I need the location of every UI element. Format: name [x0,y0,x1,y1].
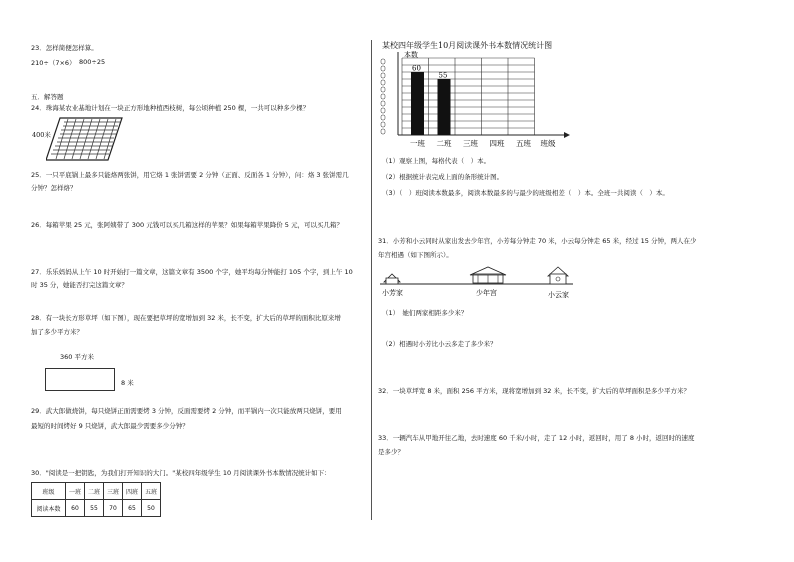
x-axis-label: 班级 [540,139,556,148]
lawn-rectangle [45,368,115,391]
x-tick-label: 五班 [516,139,531,148]
scale-mark [381,73,385,78]
q28-line-1: 28．有一块长方形草坪（如下图），现在要把草坪的宽增加到 32 米，长不变，扩大后的草坪的面积比原来增 [31,314,341,322]
q31-line-2: 年宫相遇（如下图所示）。 [378,251,453,259]
scale-mark [381,66,385,71]
scale-mark [381,94,385,99]
q23-expr-2: 800÷25 [79,58,106,66]
q30-part-3: （3）（ ）班阅读本数最多，阅读本数最多的与最少的班级相差（ ）本。全班一共阅读（ ）本。 [382,189,669,197]
scale-mark [381,87,385,92]
scale-mark [381,122,385,127]
q33-line-2: 是多少？ [378,448,404,456]
table-row-label: 阅读本数 [32,500,66,517]
chart-title: 某校四年级学生10月阅读课外书本数情况统计图 [382,41,553,50]
q29-line-2: 最短的时间烤好 9 只烧饼，武大郎最少需要多少分钟？ [31,422,189,430]
q32-text: 32．一块草坪宽 8 米，面积 256 平方米，现将宽增加到 32 米，长不变，扩大后的草坪面积是多少平方米？ [378,387,690,395]
x-tick-label: 三班 [463,139,478,148]
x-tick-label: 一班 [410,139,425,148]
q28-line-2: 加了多少平方米？ [31,328,83,336]
place-label: 小芳家 [382,289,403,297]
q23-expr-1: 210÷（7×6） [31,59,76,67]
bar-二班 [438,79,451,135]
section-heading: 五．解答题 [31,93,64,101]
table-header-cell: 四班 [123,483,142,500]
place-label: 小云家 [548,291,569,299]
field-size-label: 400米 [32,131,51,139]
q29-line-1: 29．武大郎做烧饼，每只烧饼正面需要烤 3 分钟，反面需要烤 2 分钟，而平锅内一次只能放两只烧饼，要用 [31,407,342,415]
table-cell: 55 [85,500,104,517]
q25-line-2: 分钟？怎样烙？ [31,184,77,192]
table-cell: 50 [142,500,161,517]
table-cell: 60 [66,500,85,517]
scale-mark [381,115,385,120]
table-header-cell: 一班 [66,483,85,500]
reading-table [31,482,161,517]
house-icon [384,274,400,284]
table-cell: 65 [123,500,142,517]
tree-field-illustration [46,114,124,164]
table-row [32,483,161,500]
q31-part-2: （2）相遇时小芳比小云多走了多少米？ [382,340,497,348]
q27-line-1: 27．乐乐妈妈从上午 10 时开始打一篇文章，这篇文章有 3500 个字，她平均每分钟能打 105 个字，到上午 10 [31,268,353,276]
q30-part-2: （2）根据统计表完成上面的条形统计图。 [382,173,504,181]
q33-line-1: 33．一辆汽车从甲地开往乙地，去时速度 60 千米/小时，走了 12 小时，返回时，用了 8 小时，返回时的速度 [378,434,695,442]
q31-part-1: （1） 她们两家相距多少米？ [382,309,468,317]
column-divider [371,40,372,520]
lawn-area-label: 360 平方米 [60,353,94,361]
x-tick-label: 二班 [436,139,452,148]
house-icon [548,267,568,284]
place-label: 少年宫 [476,289,497,297]
q30-part-1: （1）观察上图，每格代表（ ）本。 [382,157,491,165]
q23-title: 23．怎样简便怎样算。 [31,44,98,52]
scale-mark [381,129,385,134]
q31-line-1: 31．小芳和小云同时从家出发去少年宫，小芳每分钟走 70 米，小云每分钟走 65 米，经过 15 分钟，两人在少 [378,237,697,245]
route-diagram [378,262,578,304]
y-axis-label: 本数 [404,51,418,59]
x-tick-label: 四班 [489,139,505,148]
table-cell: 70 [104,500,123,517]
bar-value-label: 60 [412,64,421,73]
bar-chart [378,50,578,150]
lawn-width-label: 8 米 [121,379,134,387]
q27-line-2: 时 35 分，她能否打完这篇文章？ [31,281,128,289]
bar-一班 [411,72,424,135]
x-axis-arrow [564,132,570,138]
scale-mark [381,101,385,106]
youth-palace-icon [470,267,506,283]
scale-mark [381,59,385,64]
bar-value-label: 55 [438,71,448,80]
table-header-cell: 三班 [104,483,123,500]
scale-mark [381,108,385,113]
q30-text: 30．"阅读是一把钥匙，为我们打开知识的大门。"某校四年级学生 10 月阅读课外书本数情况统计如下： [31,469,331,477]
q26-text: 26．每箱苹果 25 元，张阿姨带了 300 元钱可以买几箱这样的苹果？如果每箱苹果降价 5 元，可以买几箱？ [31,221,343,229]
table-header-cell: 五班 [142,483,161,500]
table-header-cell: 二班 [85,483,104,500]
q25-line-1: 25．一只平底锅上最多只能烙两张饼，用它烙 1 张饼需要 2 分钟（正面、反面各 1 分钟），问：烙 3 张饼需几 [31,171,349,179]
q24-text: 24．珠海某农业基地计划在一块正方形地种植西枝树，每公顷种植 250 棵，一共可以种多少棵？ [31,104,310,112]
table-row [32,500,161,517]
scale-mark [381,80,385,85]
table-header-cell: 班级 [32,483,66,500]
